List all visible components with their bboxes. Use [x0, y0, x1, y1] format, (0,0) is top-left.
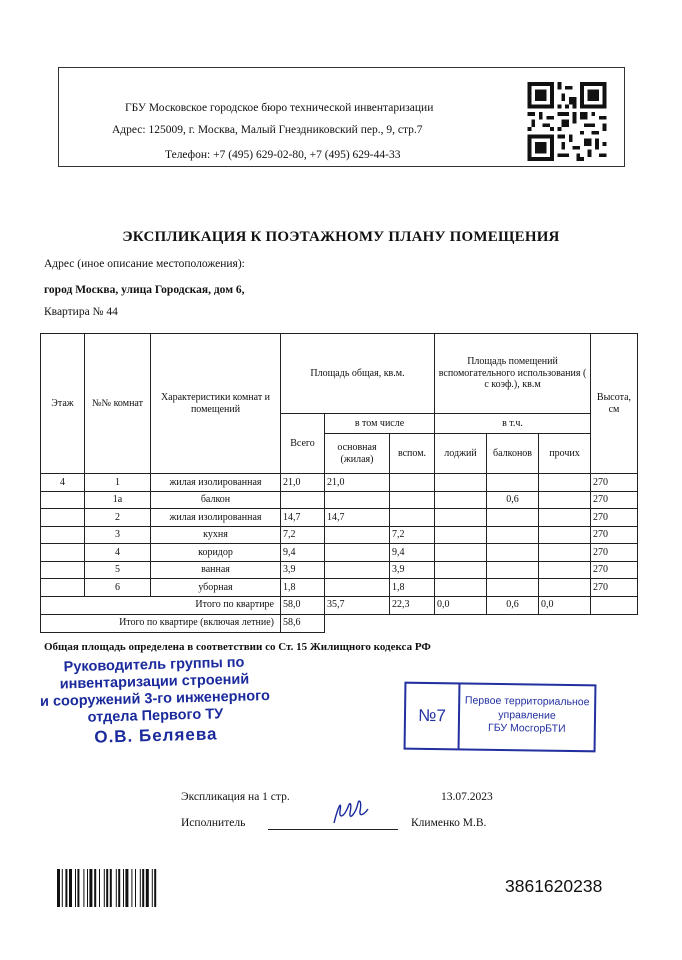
explication-table — [40, 333, 638, 633]
total-summer-area: 58,6 — [281, 614, 325, 632]
header-other: прочих — [539, 434, 591, 474]
total-summer-label: Итого по квартире (включая летние) — [41, 614, 281, 632]
cell-aux: 1,8 — [390, 579, 435, 597]
total-height — [591, 596, 638, 614]
cell-other — [539, 526, 591, 544]
table-row — [41, 561, 638, 579]
apartment-number: Квартира № 44 — [44, 306, 118, 318]
cell-total — [281, 491, 325, 509]
cell-main: 14,7 — [325, 509, 390, 527]
signature-line — [268, 829, 398, 830]
header-box — [58, 67, 625, 167]
header-loggias: лоджий — [435, 434, 487, 474]
cell-other — [539, 579, 591, 597]
cell-no: 6 — [85, 579, 151, 597]
cell-aux — [390, 491, 435, 509]
cell-name: жилая изолированная — [151, 509, 281, 527]
cell-name: кухня — [151, 526, 281, 544]
document-date: 13.07.2023 — [441, 791, 493, 803]
cell-main — [325, 561, 390, 579]
table-row — [41, 526, 638, 544]
cell-total: 14,7 — [281, 509, 325, 527]
total-main: 35,7 — [325, 596, 390, 614]
cell-no: 1а — [85, 491, 151, 509]
header-aux: вспом. — [390, 434, 435, 474]
executor-label: Исполнитель — [181, 817, 246, 829]
stamp-name: О.В. Беляева — [94, 724, 218, 747]
cell-main: 21,0 — [325, 474, 390, 492]
executor-name: Клименко М.В. — [411, 817, 487, 829]
header-area-total: Площадь общая, кв.м. — [281, 334, 435, 414]
header-balconies: балконов — [487, 434, 539, 474]
stamp-line-3: и сооружений 3-го инженерного — [39, 687, 271, 711]
stamp-line-4: отдела Первого ТУ — [87, 706, 224, 726]
address-value: город Москва, улица Городская, дом 6, — [44, 284, 245, 296]
department-stamp — [404, 682, 597, 753]
header-floor: Этаж — [41, 334, 85, 474]
table-header-row — [41, 334, 638, 414]
table-row — [41, 579, 638, 597]
total-other: 0,0 — [539, 596, 591, 614]
cell-floor — [41, 561, 85, 579]
table-row — [41, 474, 638, 492]
stamp-line-2: инвентаризации строений — [59, 671, 250, 693]
stamp-text-line-3: ГБУ МосгорБТИ — [487, 722, 566, 736]
cell-height: 270 — [591, 509, 638, 527]
cell-other — [539, 561, 591, 579]
stamp-text — [460, 694, 595, 737]
cell-no: 5 — [85, 561, 151, 579]
header-room-no: №№ комнат — [85, 334, 151, 474]
header-total: Всего — [281, 414, 325, 474]
cell-total: 7,2 — [281, 526, 325, 544]
cell-total: 9,4 — [281, 544, 325, 562]
stamp-number: №7 — [406, 684, 461, 749]
header-including: в том числе — [325, 414, 435, 434]
cell-name: коридор — [151, 544, 281, 562]
cell-main — [325, 544, 390, 562]
cell-balcony — [487, 526, 539, 544]
cell-height: 270 — [591, 561, 638, 579]
signature-icon — [328, 793, 372, 829]
cell-loggia — [435, 544, 487, 562]
stamp-line-1: Руководитель группы по — [63, 654, 245, 676]
cell-balcony — [487, 509, 539, 527]
cell-loggia — [435, 509, 487, 527]
area-note: Общая площадь определена в соответствии со Ст. 15 Жилищного кодекса РФ — [44, 641, 431, 653]
cell-main — [325, 579, 390, 597]
cell-total: 1,8 — [281, 579, 325, 597]
cell-name: уборная — [151, 579, 281, 597]
cell-floor — [41, 491, 85, 509]
org-address: Адрес: 125009, г. Москва, Малый Гнездниковский пер., 9, стр.7 — [112, 124, 423, 136]
cell-balcony — [487, 544, 539, 562]
cell-main — [325, 491, 390, 509]
cell-height: 270 — [591, 544, 638, 562]
cell-loggia — [435, 579, 487, 597]
org-phone: Телефон: +7 (495) 629-02-80, +7 (495) 629-44-33 — [165, 149, 401, 161]
cell-other — [539, 491, 591, 509]
cell-total: 21,0 — [281, 474, 325, 492]
header-aux-area: Площадь помещений вспомогательного использования ( с коэф.), кв.м — [435, 334, 591, 414]
cell-balcony — [487, 579, 539, 597]
header-height: Высота, см — [591, 334, 638, 474]
cell-loggia — [435, 491, 487, 509]
cell-aux: 3,9 — [390, 561, 435, 579]
header-main: основная (жилая) — [325, 434, 390, 474]
org-name: ГБУ Московское городское бюро технической инвентаризации — [125, 102, 434, 114]
document-title: ЭКСПЛИКАЦИЯ К ПОЭТАЖНОМУ ПЛАНУ ПОМЕЩЕНИЯ — [122, 229, 560, 245]
total-label: Итого по квартире — [41, 596, 281, 614]
cell-name: балкон — [151, 491, 281, 509]
cell-loggia — [435, 526, 487, 544]
cell-aux: 9,4 — [390, 544, 435, 562]
table-total-summer-row — [41, 614, 638, 632]
cell-height: 270 — [591, 474, 638, 492]
cell-other — [539, 509, 591, 527]
cell-floor: 4 — [41, 474, 85, 492]
cell-no: 4 — [85, 544, 151, 562]
cell-aux: 7,2 — [390, 526, 435, 544]
cell-height: 270 — [591, 579, 638, 597]
barcode-number: 3861620238 — [505, 876, 603, 896]
cell-name: жилая изолированная — [151, 474, 281, 492]
cell-loggia — [435, 474, 487, 492]
cell-no: 1 — [85, 474, 151, 492]
cell-loggia — [435, 561, 487, 579]
cell-balcony: 0,6 — [487, 491, 539, 509]
table-row — [41, 491, 638, 509]
barcode-icon — [57, 869, 227, 907]
cell-main — [325, 526, 390, 544]
cell-balcony — [487, 561, 539, 579]
cell-floor — [41, 579, 85, 597]
table-total-row — [41, 596, 638, 614]
cell-height: 270 — [591, 491, 638, 509]
total-loggia: 0,0 — [435, 596, 487, 614]
cell-other — [539, 544, 591, 562]
header-characteristics: Характеристики комнат и помещений — [151, 334, 281, 474]
total-aux: 22,3 — [390, 596, 435, 614]
table-row — [41, 509, 638, 527]
pages-count: Экспликация на 1 стр. — [181, 791, 290, 803]
cell-no: 3 — [85, 526, 151, 544]
qr-code-icon — [526, 82, 608, 161]
total-area: 58,0 — [281, 596, 325, 614]
cell-name: ванная — [151, 561, 281, 579]
total-balcony: 0,6 — [487, 596, 539, 614]
stamp-text-line-2: управление — [498, 708, 556, 722]
cell-floor — [41, 509, 85, 527]
cell-aux — [390, 474, 435, 492]
header-vt4: в т.ч. — [435, 414, 591, 434]
cell-other — [539, 474, 591, 492]
table-row — [41, 544, 638, 562]
signatory-stamp — [29, 654, 281, 748]
cell-height: 270 — [591, 526, 638, 544]
cell-total: 3,9 — [281, 561, 325, 579]
cell-no: 2 — [85, 509, 151, 527]
cell-balcony — [487, 474, 539, 492]
cell-floor — [41, 544, 85, 562]
cell-floor — [41, 526, 85, 544]
stamp-text-line-1: Первое территориальное — [464, 694, 590, 709]
cell-aux — [390, 509, 435, 527]
address-label: Адрес (иное описание местоположения): — [44, 258, 245, 270]
